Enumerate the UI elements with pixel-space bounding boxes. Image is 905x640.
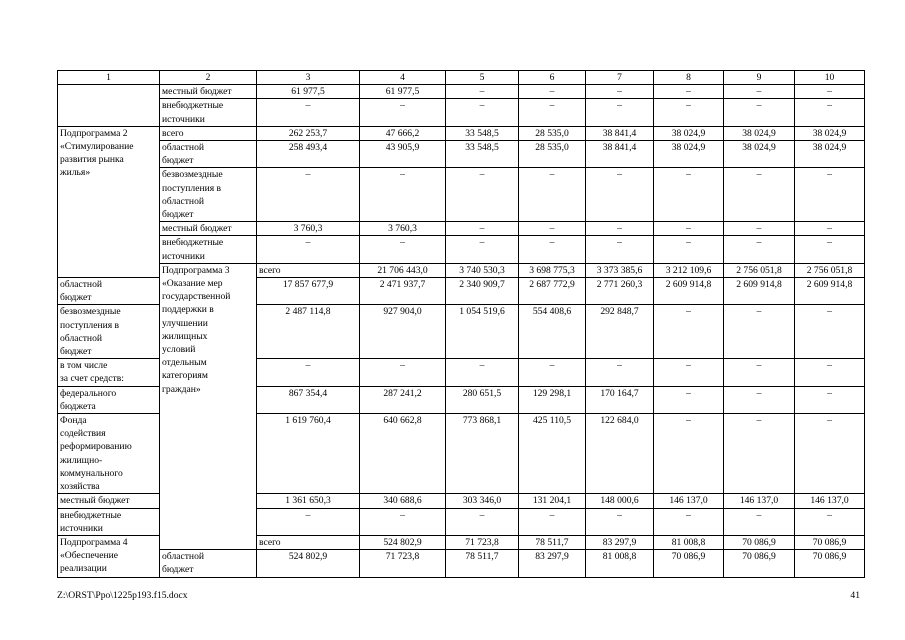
value-cell: – (654, 236, 724, 263)
value-cell: 2 340 909,7 (446, 278, 519, 305)
value-cell: – (795, 359, 865, 386)
funding-source-cell (160, 236, 257, 263)
value-cell: – (795, 386, 865, 413)
program-name-cell (58, 126, 160, 277)
cell-text-line: безвозмездные (162, 169, 223, 181)
value-cell: – (446, 85, 519, 99)
value-cell: 38 024,9 (724, 141, 795, 168)
value-cell: 258 493,4 (257, 141, 360, 168)
footer-file-path: Z:\ORST\Ppo\1225p193.f15.docx (57, 590, 188, 601)
cell-text-line: областной (162, 551, 205, 563)
value-cell: – (586, 359, 654, 386)
cell-text-line: жилищно- (60, 454, 103, 466)
column-header: 2 (160, 71, 257, 85)
cell-text-line: реформированию (60, 441, 132, 453)
funding-source-cell (58, 305, 160, 359)
value-cell: – (795, 99, 865, 126)
value-cell: 83 297,9 (519, 550, 586, 577)
value-cell: – (586, 85, 654, 99)
value-cell: – (257, 236, 360, 263)
column-header: 10 (795, 71, 865, 85)
value-cell: 2 609 914,8 (795, 278, 865, 305)
value-cell: – (795, 414, 865, 494)
cell-text-line: Подпрограмма 3 (162, 264, 230, 276)
funding-source-cell (58, 494, 160, 508)
table-row (58, 222, 865, 236)
cell-text-line: отдельным (162, 357, 207, 369)
cell-text-line: содействия (60, 428, 106, 440)
funding-source-cell (160, 99, 257, 126)
value-cell: – (654, 85, 724, 99)
cell-text-line: «Стимулирование (60, 141, 134, 153)
value-cell: – (724, 99, 795, 126)
value-cell: 927 904,0 (360, 305, 446, 359)
value-cell: 3 698 775,3 (519, 263, 586, 277)
value-cell: 71 723,8 (446, 535, 519, 549)
table-row (58, 168, 865, 222)
value-cell: 3 740 530,3 (446, 263, 519, 277)
value-cell: 28 535,0 (519, 141, 586, 168)
value-cell: – (654, 168, 724, 222)
table-row (58, 85, 865, 99)
table-row (58, 550, 865, 577)
funding-source-cell (58, 508, 160, 535)
value-cell: 148 000,6 (586, 494, 654, 508)
funding-source-cell (58, 414, 160, 494)
value-cell: – (586, 168, 654, 222)
value-cell: 146 137,0 (654, 494, 724, 508)
cell-text-line: поступления в (162, 182, 222, 194)
value-cell: 3 760,3 (257, 222, 360, 236)
column-header: 1 (58, 71, 160, 85)
value-cell: 70 086,9 (724, 550, 795, 577)
value-cell: 773 868,1 (446, 414, 519, 494)
value-cell: – (519, 168, 586, 222)
funding-source-cell (58, 359, 160, 386)
value-cell: – (446, 236, 519, 263)
column-header: 7 (586, 71, 654, 85)
column-header: 4 (360, 71, 446, 85)
cell-text-line: улучшении (162, 317, 208, 329)
value-cell: 61 977,5 (360, 85, 446, 99)
value-cell: – (724, 305, 795, 359)
value-cell: – (724, 168, 795, 222)
value-cell: 2 609 914,8 (724, 278, 795, 305)
table-row (58, 236, 865, 263)
value-cell: 122 684,0 (586, 414, 654, 494)
column-header: 9 (724, 71, 795, 85)
value-cell: 47 666,2 (360, 126, 446, 140)
value-cell: 1 619 760,4 (257, 414, 360, 494)
cell-text-line: всего (162, 127, 184, 139)
value-cell: 17 857 677,9 (257, 278, 360, 305)
cell-text-line: в том числе (60, 360, 108, 372)
table-row (58, 99, 865, 126)
value-cell: 2 756 051,8 (795, 263, 865, 277)
value-cell: – (446, 168, 519, 222)
value-cell: 38 024,9 (724, 126, 795, 140)
funding-source-cell (160, 222, 257, 236)
value-cell: – (519, 236, 586, 263)
value-cell: 131 204,1 (519, 494, 586, 508)
table-row (58, 263, 865, 277)
value-cell: – (654, 359, 724, 386)
cell-text-line: всего (259, 536, 281, 548)
column-header: 6 (519, 71, 586, 85)
cell-text-line: внебюджетные (60, 509, 122, 521)
value-cell: – (519, 85, 586, 99)
cell-text-line: внебюджетные (162, 100, 224, 112)
cell-text-line: «Оказание мер (162, 278, 223, 290)
cell-text-line: поддержки в (162, 304, 214, 316)
value-cell: – (654, 386, 724, 413)
cell-text-line: областной (162, 142, 205, 154)
value-cell: 78 511,7 (446, 550, 519, 577)
value-cell: 867 354,4 (257, 386, 360, 413)
value-cell: 71 723,8 (360, 550, 446, 577)
funding-source-cell (58, 386, 160, 413)
value-cell: – (654, 508, 724, 535)
cell-text-line: жилья» (60, 167, 91, 179)
value-cell: 1 361 650,3 (257, 494, 360, 508)
cell-text-line: бюджет (162, 155, 194, 167)
value-cell: 1 054 519,6 (446, 305, 519, 359)
value-cell: – (360, 236, 446, 263)
cell-text-line: хозяйства (60, 481, 100, 493)
value-cell: – (360, 168, 446, 222)
value-cell: – (446, 99, 519, 126)
table-body (58, 71, 865, 578)
budget-table (57, 70, 865, 578)
value-cell: – (724, 222, 795, 236)
value-cell: 303 346,0 (446, 494, 519, 508)
funding-source-cell (160, 550, 257, 577)
cell-text-line: Фонда (60, 415, 87, 427)
cell-text-line: бюджета (60, 400, 96, 412)
cell-text-line: жилищных (162, 330, 208, 342)
cell-text-line: областной (60, 279, 103, 291)
value-cell: 425 110,5 (519, 414, 586, 494)
footer-page-number: 41 (850, 590, 860, 601)
value-cell: 21 706 443,0 (360, 263, 446, 277)
table-row (58, 141, 865, 168)
value-cell: – (519, 508, 586, 535)
value-cell: – (724, 236, 795, 263)
cell-text-line: коммунального (60, 467, 123, 479)
value-cell: – (257, 359, 360, 386)
value-cell: 170 164,7 (586, 386, 654, 413)
value-cell: – (519, 222, 586, 236)
value-cell: – (654, 99, 724, 126)
value-cell: – (654, 305, 724, 359)
value-cell: – (519, 359, 586, 386)
cell-text-line: местный бюджет (60, 495, 130, 507)
header-row (58, 71, 865, 85)
cell-text-line: федерального (60, 387, 117, 399)
value-cell: 2 487 114,8 (257, 305, 360, 359)
cell-text-line: государственной (162, 291, 231, 303)
value-cell: – (795, 222, 865, 236)
cell-text-line: областной (162, 195, 205, 207)
value-cell: 524 802,9 (257, 550, 360, 577)
value-cell: – (586, 508, 654, 535)
value-cell: – (724, 85, 795, 99)
value-cell: 280 651,5 (446, 386, 519, 413)
cell-text-line: «Обеспечение (60, 550, 118, 562)
value-cell: 2 756 051,8 (724, 263, 795, 277)
column-header: 3 (257, 71, 360, 85)
value-cell: 38 024,9 (654, 126, 724, 140)
value-cell: 38 024,9 (795, 126, 865, 140)
value-cell: – (795, 508, 865, 535)
value-cell: 43 905,9 (360, 141, 446, 168)
value-cell: – (795, 236, 865, 263)
value-cell: 38 841,4 (586, 126, 654, 140)
value-cell: – (654, 222, 724, 236)
cell-text-line: источники (162, 250, 205, 262)
value-cell: – (519, 99, 586, 126)
value-cell: – (795, 168, 865, 222)
value-cell: 70 086,9 (795, 535, 865, 549)
value-cell: 78 511,7 (519, 535, 586, 549)
value-cell: 3 373 385,6 (586, 263, 654, 277)
value-cell: – (360, 508, 446, 535)
cell-text-line: Подпрограмма 4 (60, 536, 128, 548)
value-cell: 146 137,0 (795, 494, 865, 508)
value-cell: 524 802,9 (360, 535, 446, 549)
value-cell: – (257, 508, 360, 535)
cell-text-line: источники (60, 522, 103, 534)
value-cell: 3 212 109,6 (654, 263, 724, 277)
cell-text-line: безвозмездные (60, 306, 121, 318)
value-cell: 33 548,5 (446, 141, 519, 168)
value-cell: 2 609 914,8 (654, 278, 724, 305)
cell-text-line: за счет средств: (60, 373, 124, 385)
value-cell: 81 008,8 (654, 535, 724, 549)
cell-text-line: источники (162, 113, 205, 125)
cell-text-line: местный бюджет (162, 86, 232, 98)
program-name-cell (160, 263, 257, 549)
cell-text-line: развития рынка (60, 154, 124, 166)
value-cell: 33 548,5 (446, 126, 519, 140)
value-cell: 554 408,6 (519, 305, 586, 359)
value-cell: – (446, 508, 519, 535)
value-cell: 2 687 772,9 (519, 278, 586, 305)
cell-text-line: внебюджетные (162, 237, 224, 249)
cell-text-line: бюджет (162, 209, 194, 221)
cell-text-line: условий (162, 344, 196, 356)
value-cell: 292 848,7 (586, 305, 654, 359)
value-cell: – (724, 508, 795, 535)
value-cell: – (446, 359, 519, 386)
column-header: 8 (654, 71, 724, 85)
value-cell: – (724, 414, 795, 494)
value-cell: 129 298,1 (519, 386, 586, 413)
value-cell: – (654, 414, 724, 494)
cell-text-line: реализации (60, 563, 107, 575)
value-cell: – (724, 386, 795, 413)
value-cell: 61 977,5 (257, 85, 360, 99)
value-cell: 146 137,0 (724, 494, 795, 508)
value-cell: 81 008,8 (586, 550, 654, 577)
program-name-cell (58, 535, 160, 577)
table-row (58, 126, 865, 140)
cell-text-line: граждан» (162, 383, 201, 395)
cell-text-line: бюджет (60, 346, 92, 358)
funding-source-cell (160, 85, 257, 99)
cell-text-line: поступления в (60, 319, 120, 331)
funding-source-cell (58, 278, 160, 305)
value-cell: 28 535,0 (519, 126, 586, 140)
cell-text-line: бюджет (60, 292, 92, 304)
cell-text-line: местный бюджет (162, 223, 232, 235)
value-cell: 2 771 260,3 (586, 278, 654, 305)
cell-text-line: областной (60, 332, 103, 344)
value-cell: 38 024,9 (654, 141, 724, 168)
value-cell: – (360, 99, 446, 126)
value-cell: 83 297,9 (586, 535, 654, 549)
value-cell: – (257, 168, 360, 222)
cell-text-line: всего (259, 264, 281, 276)
value-cell: 2 471 937,7 (360, 278, 446, 305)
value-cell: – (586, 236, 654, 263)
funding-source-cell (257, 535, 360, 549)
value-cell: 3 760,3 (360, 222, 446, 236)
value-cell: 640 662,8 (360, 414, 446, 494)
value-cell: 38 024,9 (795, 141, 865, 168)
value-cell: 70 086,9 (795, 550, 865, 577)
value-cell: – (724, 359, 795, 386)
column-header: 5 (446, 71, 519, 85)
cell-text-line: бюджет (162, 564, 194, 576)
cell-text-line: Подпрограмма 2 (60, 127, 128, 139)
funding-source-cell (160, 168, 257, 222)
cell-text-line: категориям (162, 370, 208, 382)
value-cell: 287 241,2 (360, 386, 446, 413)
value-cell: 262 253,7 (257, 126, 360, 140)
value-cell: – (795, 305, 865, 359)
value-cell: 340 688,6 (360, 494, 446, 508)
value-cell: 38 841,4 (586, 141, 654, 168)
funding-source-cell (160, 126, 257, 140)
value-cell: – (446, 222, 519, 236)
value-cell: 70 086,9 (724, 535, 795, 549)
value-cell: – (586, 99, 654, 126)
funding-source-cell (257, 263, 360, 277)
program-name-cell (58, 85, 160, 127)
value-cell: 70 086,9 (654, 550, 724, 577)
value-cell: – (360, 359, 446, 386)
value-cell: – (795, 85, 865, 99)
funding-source-cell (160, 141, 257, 168)
value-cell: – (257, 99, 360, 126)
value-cell: – (586, 222, 654, 236)
